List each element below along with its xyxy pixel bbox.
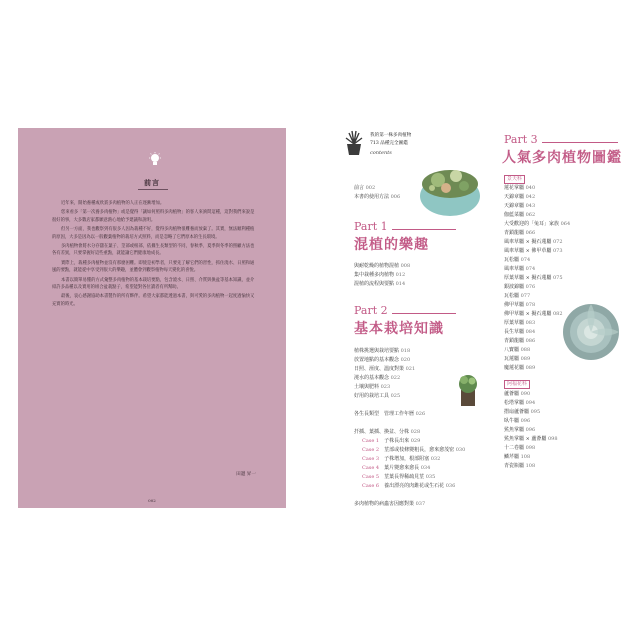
toc-genus[interactable]: 佛甲草屬 × 擬石蓮屬 082	[504, 311, 563, 317]
author-signature: 田邊 昇一	[236, 472, 256, 477]
toc-genus[interactable]: 伽藍菜屬 062	[504, 212, 536, 218]
toc-genus[interactable]: 瓦蓮屬 089	[504, 356, 531, 362]
succulent-pot-photo	[454, 368, 482, 408]
part3-rule	[542, 142, 618, 143]
toc-genus[interactable]: 臥牛屬 096	[504, 418, 531, 424]
part1-rule	[392, 229, 456, 230]
toc-genus[interactable]: 蓮花掌屬 040	[504, 185, 536, 191]
toc-item[interactable]: 好用的栽培工具 025	[354, 393, 401, 399]
toc-genus[interactable]: 魔蓮花屬 089	[504, 365, 536, 371]
toc-case[interactable]: Case 1 子株長出來 029	[362, 438, 421, 444]
preface-paragraph: 近年來，開始養種或欣賞多肉植物的人正在逐漸增加。	[61, 201, 165, 206]
toc-case[interactable]: Case 4 葉片變愈來愈長 034	[362, 465, 431, 471]
succulent-bowl-photo	[418, 158, 482, 220]
part3-title[interactable]: 人氣多肉植物圖鑑	[502, 150, 622, 166]
part3-label: Part 3	[504, 133, 538, 146]
toc-genus[interactable]: 厚葉草屬 083	[504, 320, 536, 326]
toc-item[interactable]: 前言 002	[354, 185, 376, 191]
lightbulb-icon	[148, 152, 162, 168]
preface-title: 前言	[144, 178, 160, 187]
part2-label: Part 2	[354, 304, 388, 317]
contents-label: contents	[370, 150, 392, 156]
toc-genus[interactable]: 鯊魚掌屬 × 蘆薈屬 098	[504, 436, 558, 442]
preface-paragraph: 實際上，栽種多肉植物並沒有那麼困難。即使是初學者，只要先了解它們的習性，抓住澆水、日照和通風的要點，就能從中享受到很大的樂趣，並體會到觀察植物每天變化的喜悅。	[52, 260, 255, 274]
book-title-line2: 713 品種完全圖鑑	[370, 141, 408, 146]
toc-case[interactable]: Case 6 養出漂亮的肉錐花或生石花 036	[362, 483, 456, 489]
toc-genus[interactable]: 瓦松屬 077	[504, 293, 531, 299]
preface-page	[18, 128, 286, 508]
toc-genus[interactable]: 松塔掌屬 094	[504, 400, 536, 406]
section-box-asphodelaceae: 阿福花科	[504, 380, 530, 389]
toc-case[interactable]: Case 5 莖葉長得稀疏見莖 035	[362, 474, 436, 480]
toc-genus[interactable]: 八寶屬 088	[504, 347, 531, 353]
toc-item[interactable]: 扦插、葉插、換盆、分株 028	[354, 429, 421, 435]
toc-genus[interactable]: 厚葉草屬 × 擬石蓮屬 075	[504, 275, 563, 281]
toc-item[interactable]: 混植的流程與要點 014	[354, 281, 406, 287]
preface-paragraph: 多肉植物會將水分存儲在葉子、莖部或根部，依據生長類型的不同，春秋季、夏季與冬季的照顧方法也各有差異，只要掌握好這些重點，就能讓它們健康地成長。	[52, 244, 255, 257]
preface-body	[52, 200, 256, 310]
toc-item[interactable]: 澆水的基本觀念 022	[354, 375, 401, 381]
succulent-pot-icon	[343, 130, 365, 156]
part2-title[interactable]: 基本栽培知識	[354, 321, 444, 337]
toc-genus[interactable]: 天錦章屬 043	[504, 203, 536, 209]
toc-genus[interactable]: 佛甲草屬 078	[504, 302, 536, 308]
book-title-line1: 我的第一株多肉植物	[370, 133, 412, 138]
toc-item[interactable]: 集中栽種多肉植物 012	[354, 272, 406, 278]
toc-item[interactable]: 與耐乾燥的植物混植 008	[354, 263, 411, 269]
echeveria-photo	[560, 296, 622, 370]
page-number: 002	[148, 498, 156, 503]
title-underline	[138, 189, 168, 190]
toc-genus[interactable]: 大受歡迎的「兔耳」家族 064	[504, 221, 571, 227]
toc-genus[interactable]: 青瓷瓶屬 108	[504, 463, 536, 469]
toc-genus[interactable]: 天錦章屬 042	[504, 194, 536, 200]
toc-genus[interactable]: 十二卷屬 098	[504, 445, 536, 451]
toc-genus[interactable]: 長生草屬 084	[504, 329, 536, 335]
toc-genus[interactable]: 風車草屬 074	[504, 266, 536, 272]
toc-genus[interactable]: 銀波錦屬 076	[504, 284, 536, 290]
preface-paragraph: 本書以簡單易懂的方式彙整多肉植物的基本栽培要點，包含澆水、日照、介質與換盆等基本知識，並介紹許多品種以及實用的組合盆栽點子，希望能對各位讀者有所幫助。	[52, 277, 255, 291]
toc-item[interactable]: 日照、溼度、溫度對策 021	[354, 366, 416, 372]
toc-genus[interactable]: 瓦松屬 074	[504, 257, 531, 263]
preface-paragraph: 但另一方面，我也觀察到有很多人因為栽種不好，覺得多肉植物很難養而放棄了。其實，無法順利種植的原因，大多是因為以一般觀葉植物的栽培方式照料，而是忽略了它們原本的生長環境。	[52, 227, 255, 240]
toc-genus[interactable]: 鯊魚掌屬 096	[504, 427, 536, 433]
toc-genus[interactable]: 鱗芹屬 108	[504, 454, 531, 460]
toc-item[interactable]: 土壤與肥料 023	[354, 384, 391, 390]
toc-case[interactable]: Case 2 莖部或枝條變粗長，愈來愈茂密 030	[362, 447, 466, 453]
toc-item[interactable]: 本書的使用方法 006	[354, 194, 401, 200]
toc-item[interactable]: 多肉植物的病蟲害因應對策 037	[354, 501, 426, 507]
toc-genus[interactable]: 風車草屬 × 佛甲草屬 073	[504, 248, 563, 254]
part1-title[interactable]: 混植的樂趣	[354, 237, 429, 253]
toc-item[interactable]: 植株挑選與栽培要點 018	[354, 348, 411, 354]
section-box-crassulaceae: 景天科	[504, 175, 525, 184]
toc-genus[interactable]: 蘆薈屬 090	[504, 391, 531, 397]
toc-genus[interactable]: 青鎖龍屬 066	[504, 230, 536, 236]
toc-genus[interactable]: 摺扇蘆薈屬 095	[504, 409, 541, 415]
part2-rule	[392, 313, 456, 314]
toc-item[interactable]: 放置地點的基本觀念 020	[354, 357, 411, 363]
preface-paragraph: 最後，衷心感謝協助本書製作的所有夥伴。希望大家都能透過本書，與可愛的多肉植物一起度過愉快又充實的時光。	[52, 294, 255, 307]
toc-genus[interactable]: 風車草屬 × 擬石蓮屬 072	[504, 239, 563, 245]
toc-genus[interactable]: 青鎖龍屬 086	[504, 338, 536, 344]
preface-paragraph: 您來看多「第一次養多肉植物」或是覺得「讓如何照料多肉植物」的客人來詢問這種，這對我們來說是很好的事，大多數店家都願意熱心地給予建議和說明。	[52, 210, 255, 223]
toc-case[interactable]: Case 3 子株增加，根部阻塞 032	[362, 456, 441, 462]
toc-item[interactable]: 各生長類型 管理工作年曆 026	[354, 411, 426, 417]
part1-label: Part 1	[354, 220, 388, 233]
